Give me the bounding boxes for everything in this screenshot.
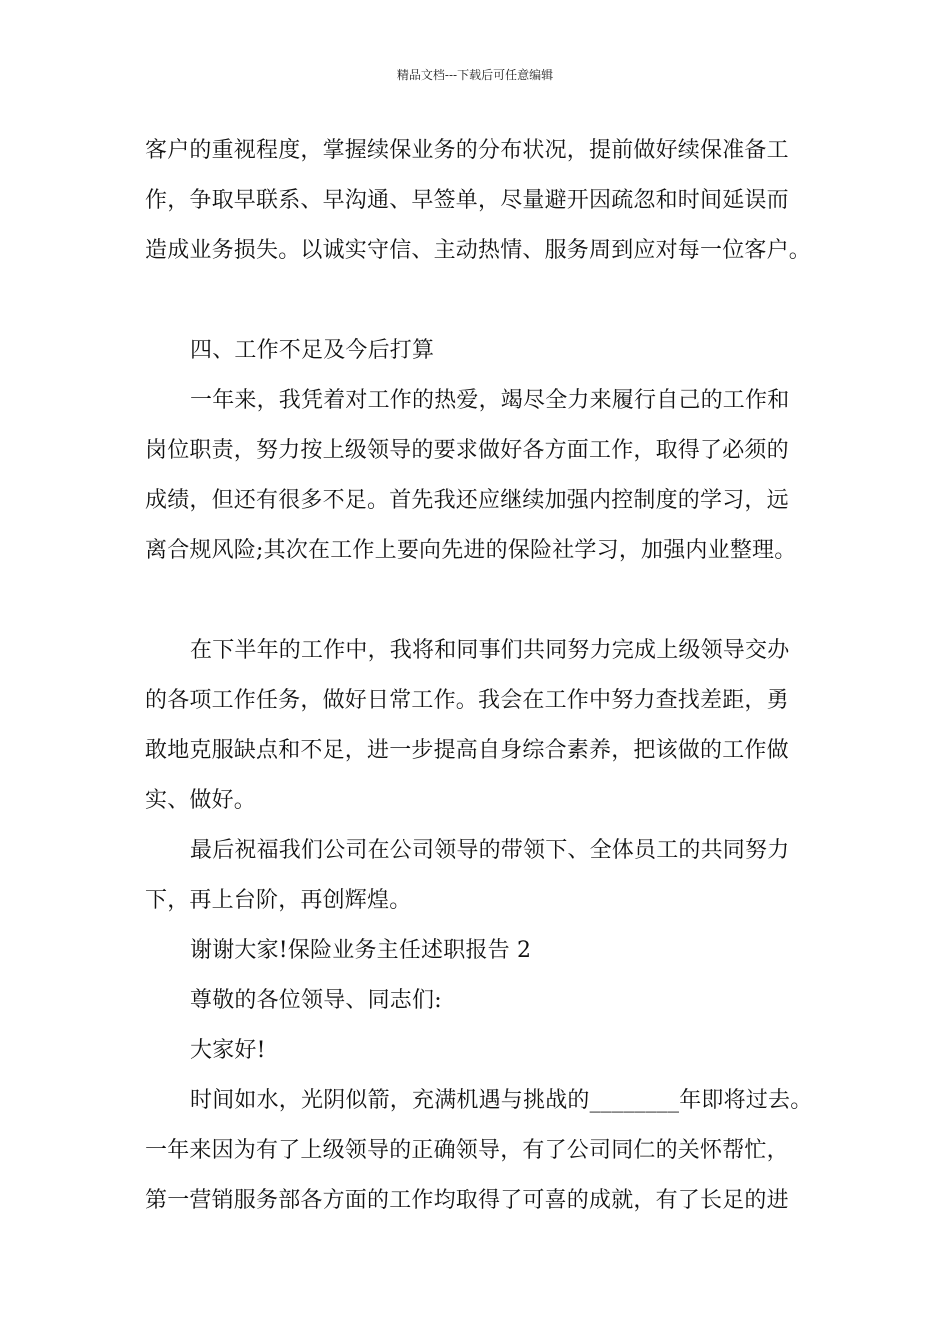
paragraph-line: 第一营销服务部各方面的工作均取得了可喜的成就，有了长足的进 [145,1188,789,1213]
report-title-line: 谢谢大家!保险业务主任述职报告 2 [190,938,532,963]
paragraph-line: 作，争取早联系、早沟通、早签单，尽量避开因疏忽和时间延误而 [145,188,789,213]
paragraph-line: 离合规风险;其次在工作上要向先进的保险社学习，加强内业整理。 [145,538,797,563]
paragraph-line: 客户的重视程度，掌握续保业务的分布状况，提前做好续保准备工 [145,138,789,163]
page-header: 精品文档---下载后可任意编辑 [396,68,554,82]
section-heading: 四、工作不足及今后打算 [190,338,435,363]
paragraph-line: 最后祝福我们公司在公司领导的带领下、全体员工的共同努力 [190,838,790,863]
paragraph-line: 一年来，我凭着对工作的热爱，竭尽全力来履行自己的工作和 [190,388,790,413]
paragraph-line: 岗位职责，努力按上级领导的要求做好各方面工作，取得了必须的 [145,438,789,463]
paragraph-line: 实、做好。 [145,788,257,813]
paragraph-line: 造成业务损失。以诚实守信、主动热情、服务周到应对每一位客户。 [145,238,812,263]
paragraph-line: 下，再上台阶，再创辉煌。 [145,888,412,913]
paragraph-line: 一年来因为有了上级领导的正确领导，有了公司同仁的关怀帮忙， [145,1138,789,1163]
paragraph-line: 的各项工作任务，做好日常工作。我会在工作中努力查找差距，勇 [145,688,789,713]
greeting-line: 大家好! [190,1038,266,1063]
paragraph-line: 在下半年的工作中，我将和同事们共同努力完成上级领导交办 [190,638,790,663]
paragraph-line: 敢地克服缺点和不足，进一步提高自身综合素养，把该做的工作做 [145,738,789,763]
paragraph-line: 成绩，但还有很多不足。首先我还应继续加强内控制度的学习，远 [145,488,789,513]
paragraph-line: 时间如水，光阴似箭，充满机遇与挑战的________年即将过去。 [190,1088,813,1113]
salutation-line: 尊敬的各位领导、同志们: [190,988,442,1013]
